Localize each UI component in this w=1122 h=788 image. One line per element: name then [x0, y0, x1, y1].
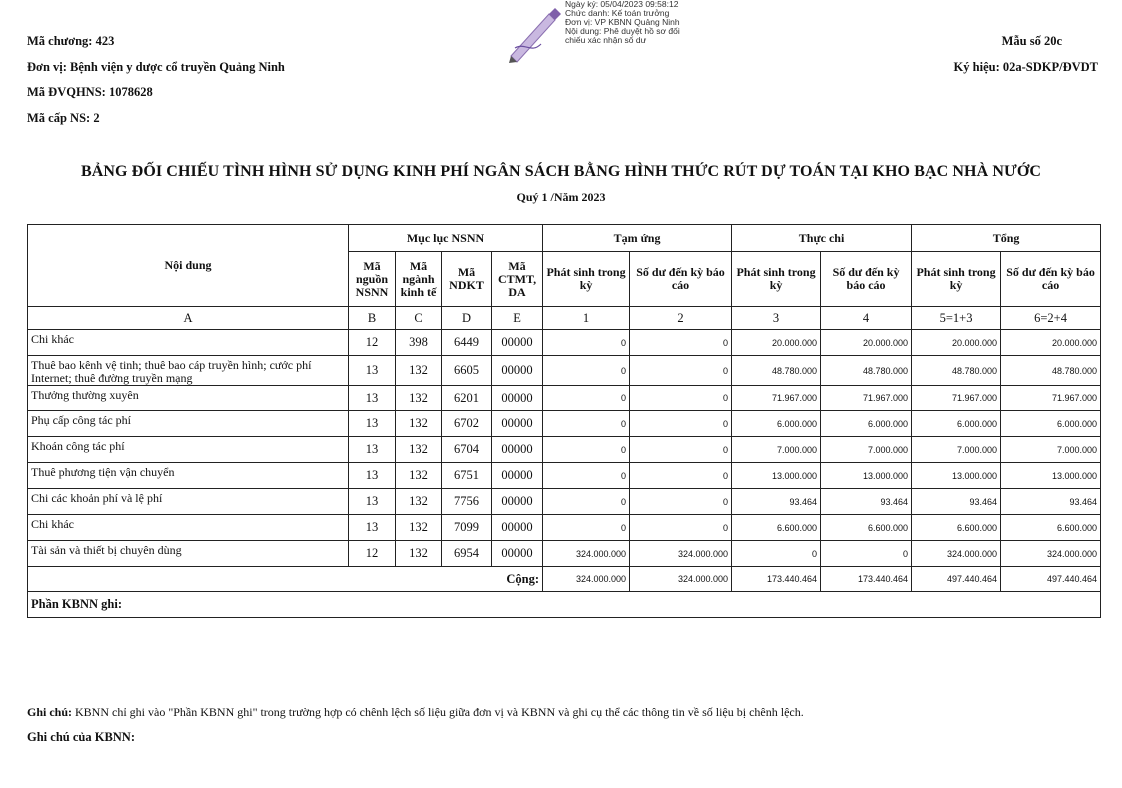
- header-ma-nganh: Mã ngành kinh tế: [396, 252, 442, 307]
- header-tong: Tổng: [912, 225, 1101, 252]
- content-cell: Phụ cấp công tác phí: [28, 411, 349, 437]
- letter-cell: D: [442, 307, 492, 330]
- total-tc-ps: 173.440.464: [732, 567, 821, 592]
- budget-level: Mã cấp NS: 2: [27, 111, 100, 125]
- source-code-cell: 13: [349, 515, 396, 541]
- advance-balance-cell: 0: [630, 411, 732, 437]
- actual-balance-cell: 71.967.000: [821, 386, 912, 411]
- source-code-cell: 13: [349, 411, 396, 437]
- total-t-sd: 497.440.464: [1001, 567, 1101, 592]
- content-cell: Chi khác: [28, 515, 349, 541]
- ndkt-code-cell: 6954: [442, 541, 492, 567]
- total-incurred-cell: 6.600.000: [912, 515, 1001, 541]
- header-tu-phat-sinh: Phát sinh trong kỳ: [543, 252, 630, 307]
- total-label: Cộng:: [28, 567, 543, 592]
- table-row: [28, 463, 1101, 489]
- actual-balance-cell: 48.780.000: [821, 356, 912, 386]
- advance-incurred-cell: 0: [543, 463, 630, 489]
- letter-cell: 6=2+4: [1001, 307, 1101, 330]
- letter-cell: 5=1+3: [912, 307, 1001, 330]
- advance-balance-cell: 324.000.000: [630, 541, 732, 567]
- header-ma-ndkt: Mã NDKT: [442, 252, 492, 307]
- table-row: [28, 437, 1101, 463]
- kbnn-label: Phần KBNN ghi:: [28, 592, 1101, 618]
- reconciliation-table: [27, 224, 1101, 618]
- table-row: [28, 386, 1101, 411]
- actual-incurred-cell: 7.000.000: [732, 437, 821, 463]
- header-tu-so-du: Số dư đến kỳ báo cáo: [630, 252, 732, 307]
- unit-name: Đơn vị: Bệnh viện y dược cổ truyền Quảng Ninh: [27, 60, 285, 74]
- ndkt-code-cell: 6702: [442, 411, 492, 437]
- kbnn-row: [28, 592, 1101, 618]
- sector-code-cell: 132: [396, 489, 442, 515]
- actual-incurred-cell: 48.780.000: [732, 356, 821, 386]
- total-incurred-cell: 7.000.000: [912, 437, 1001, 463]
- note-text: KBNN chỉ ghi vào "Phần KBNN ghi" trong trường hợp có chênh lệch số liệu giữa đơn vị và KBNN và ghi cụ thể các thông tin về số liệu bị chênh lệch.: [75, 705, 804, 719]
- actual-incurred-cell: 20.000.000: [732, 330, 821, 356]
- actual-incurred-cell: 71.967.000: [732, 386, 821, 411]
- form-number: Mẫu số 20c: [1001, 34, 1062, 48]
- chapter-code: Mã chương: 423: [27, 34, 115, 48]
- source-code-cell: 12: [349, 541, 396, 567]
- header-content: Nội dung: [28, 225, 349, 307]
- actual-balance-cell: 7.000.000: [821, 437, 912, 463]
- note: [27, 705, 804, 720]
- total-t-ps: 497.440.464: [912, 567, 1001, 592]
- total-balance-cell: 13.000.000: [1001, 463, 1101, 489]
- column-letters-row: [28, 307, 1101, 330]
- form-symbol: Ký hiệu: 02a-SDKP/ĐVDT: [953, 60, 1098, 74]
- source-code-cell: 13: [349, 489, 396, 515]
- actual-incurred-cell: 93.464: [732, 489, 821, 515]
- digital-signature-icon: [505, 4, 565, 64]
- advance-incurred-cell: 0: [543, 489, 630, 515]
- total-incurred-cell: 13.000.000: [912, 463, 1001, 489]
- sector-code-cell: 132: [396, 386, 442, 411]
- advance-incurred-cell: 0: [543, 437, 630, 463]
- total-tc-sd: 173.440.464: [821, 567, 912, 592]
- table-row: [28, 541, 1101, 567]
- header-tc-so-du: Số dư đến kỳ báo cáo: [821, 252, 912, 307]
- sector-code-cell: 132: [396, 411, 442, 437]
- source-code-cell: 13: [349, 356, 396, 386]
- source-code-cell: 12: [349, 330, 396, 356]
- sector-code-cell: 398: [396, 330, 442, 356]
- total-incurred-cell: 324.000.000: [912, 541, 1001, 567]
- header-ma-nguon: Mã nguồn NSNN: [349, 252, 396, 307]
- header-muc-luc: Mục lục NSNN: [349, 225, 543, 252]
- table-row: [28, 330, 1101, 356]
- actual-balance-cell: 13.000.000: [821, 463, 912, 489]
- table-row: [28, 356, 1101, 386]
- source-code-cell: 13: [349, 463, 396, 489]
- sector-code-cell: 132: [396, 515, 442, 541]
- page-subtitle: Quý 1 /Năm 2023: [516, 190, 606, 204]
- advance-incurred-cell: 0: [543, 386, 630, 411]
- sector-code-cell: 132: [396, 437, 442, 463]
- unit-code: Mã ĐVQHNS: 1078628: [27, 85, 153, 99]
- advance-balance-cell: 0: [630, 386, 732, 411]
- table-row: [28, 411, 1101, 437]
- page-title: BẢNG ĐỐI CHIẾU TÌNH HÌNH SỬ DỤNG KINH PHÍ NGÂN SÁCH BẰNG HÌNH THỨC RÚT DỰ TOÁN TẠI KHO BẠC NHÀ NƯỚC: [80, 163, 1042, 180]
- source-code-cell: 13: [349, 386, 396, 411]
- advance-balance-cell: 0: [630, 330, 732, 356]
- total-tu-sd: 324.000.000: [630, 567, 732, 592]
- ndkt-code-cell: 6704: [442, 437, 492, 463]
- letter-cell: 3: [732, 307, 821, 330]
- advance-balance-cell: 0: [630, 463, 732, 489]
- actual-incurred-cell: 13.000.000: [732, 463, 821, 489]
- total-balance-cell: 6.600.000: [1001, 515, 1101, 541]
- ctmt-code-cell: 00000: [492, 489, 543, 515]
- total-balance-cell: 324.000.000: [1001, 541, 1101, 567]
- total-incurred-cell: 6.000.000: [912, 411, 1001, 437]
- letter-cell: A: [28, 307, 349, 330]
- actual-balance-cell: 6.000.000: [821, 411, 912, 437]
- ndkt-code-cell: 7099: [442, 515, 492, 541]
- content-cell: Chi các khoản phí và lệ phí: [28, 489, 349, 515]
- signature-info: Ngày ký: 05/04/2023 09:58:12 Chức danh: Kế toán trưởng Đơn vị: VP KBNN Quảng Ninh Nội dung: Phê duyệt hồ sơ đối chiếu xác nhận số dư: [565, 0, 680, 45]
- ctmt-code-cell: 00000: [492, 386, 543, 411]
- header-tam-ung: Tạm ứng: [543, 225, 732, 252]
- total-balance-cell: 48.780.000: [1001, 356, 1101, 386]
- advance-incurred-cell: 0: [543, 356, 630, 386]
- total-balance-cell: 6.000.000: [1001, 411, 1101, 437]
- ctmt-code-cell: 00000: [492, 356, 543, 386]
- content-cell: Thuê phương tiện vận chuyển: [28, 463, 349, 489]
- ndkt-code-cell: 6605: [442, 356, 492, 386]
- actual-balance-cell: 93.464: [821, 489, 912, 515]
- header-thuc-chi: Thực chi: [732, 225, 912, 252]
- advance-balance-cell: 0: [630, 489, 732, 515]
- total-row: [28, 567, 1101, 592]
- content-cell: Thưởng thường xuyên: [28, 386, 349, 411]
- sector-code-cell: 132: [396, 541, 442, 567]
- advance-incurred-cell: 0: [543, 411, 630, 437]
- advance-incurred-cell: 324.000.000: [543, 541, 630, 567]
- advance-incurred-cell: 0: [543, 515, 630, 541]
- header-tc-phat-sinh: Phát sinh trong kỳ: [732, 252, 821, 307]
- table-row: [28, 515, 1101, 541]
- content-cell: Tài sản và thiết bị chuyên dùng: [28, 541, 349, 567]
- source-code-cell: 13: [349, 437, 396, 463]
- ndkt-code-cell: 7756: [442, 489, 492, 515]
- ndkt-code-cell: 6449: [442, 330, 492, 356]
- total-balance-cell: 7.000.000: [1001, 437, 1101, 463]
- total-tu-ps: 324.000.000: [543, 567, 630, 592]
- total-incurred-cell: 71.967.000: [912, 386, 1001, 411]
- actual-incurred-cell: 6.000.000: [732, 411, 821, 437]
- letter-cell: 4: [821, 307, 912, 330]
- total-balance-cell: 93.464: [1001, 489, 1101, 515]
- ctmt-code-cell: 00000: [492, 463, 543, 489]
- advance-balance-cell: 0: [630, 515, 732, 541]
- letter-cell: 2: [630, 307, 732, 330]
- letter-cell: 1: [543, 307, 630, 330]
- content-cell: Thuê bao kênh vệ tinh; thuê bao cáp truyền hình; cước phí Internet; thuê đường truyền mạng: [28, 356, 349, 386]
- total-incurred-cell: 48.780.000: [912, 356, 1001, 386]
- header-t-phat-sinh: Phát sinh trong kỳ: [912, 252, 1001, 307]
- table-row: [28, 489, 1101, 515]
- ndkt-code-cell: 6201: [442, 386, 492, 411]
- kbnn-note: Ghi chú của KBNN:: [27, 730, 136, 744]
- ctmt-code-cell: 00000: [492, 437, 543, 463]
- actual-balance-cell: 20.000.000: [821, 330, 912, 356]
- content-cell: Chi khác: [28, 330, 349, 356]
- letter-cell: E: [492, 307, 543, 330]
- sector-code-cell: 132: [396, 463, 442, 489]
- sector-code-cell: 132: [396, 356, 442, 386]
- header-t-so-du: Số dư đến kỳ báo cáo: [1001, 252, 1101, 307]
- note-label: Ghi chú:: [27, 705, 73, 719]
- actual-balance-cell: 0: [821, 541, 912, 567]
- ctmt-code-cell: 00000: [492, 515, 543, 541]
- total-balance-cell: 71.967.000: [1001, 386, 1101, 411]
- total-balance-cell: 20.000.000: [1001, 330, 1101, 356]
- total-incurred-cell: 20.000.000: [912, 330, 1001, 356]
- advance-incurred-cell: 0: [543, 330, 630, 356]
- advance-balance-cell: 0: [630, 356, 732, 386]
- actual-balance-cell: 6.600.000: [821, 515, 912, 541]
- letter-cell: C: [396, 307, 442, 330]
- ndkt-code-cell: 6751: [442, 463, 492, 489]
- actual-incurred-cell: 0: [732, 541, 821, 567]
- ctmt-code-cell: 00000: [492, 411, 543, 437]
- actual-incurred-cell: 6.600.000: [732, 515, 821, 541]
- header-ma-ctmt: Mã CTMT, DA: [492, 252, 543, 307]
- letter-cell: B: [349, 307, 396, 330]
- advance-balance-cell: 0: [630, 437, 732, 463]
- content-cell: Khoán công tác phí: [28, 437, 349, 463]
- total-incurred-cell: 93.464: [912, 489, 1001, 515]
- ctmt-code-cell: 00000: [492, 330, 543, 356]
- ctmt-code-cell: 00000: [492, 541, 543, 567]
